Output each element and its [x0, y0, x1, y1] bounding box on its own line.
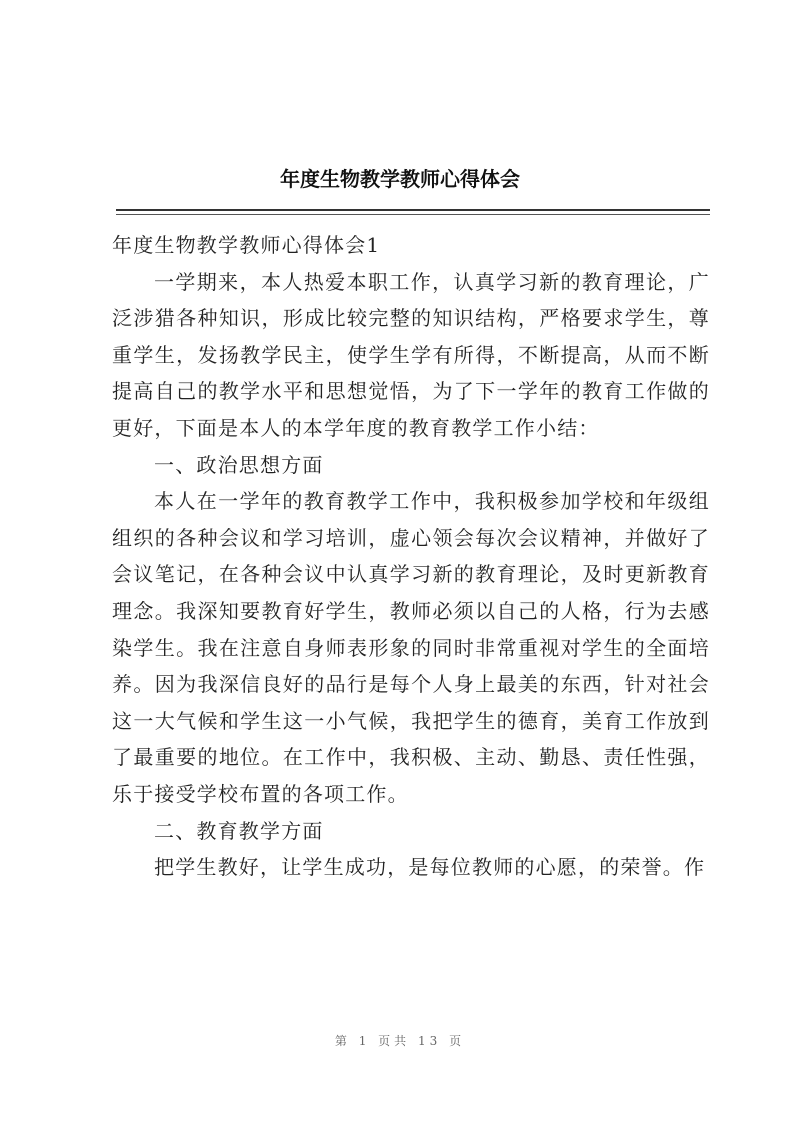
title-underline-thick: [116, 209, 710, 211]
document-title: 年度生物教学教师心得体会: [280, 167, 520, 191]
title-underline-thin: [116, 214, 710, 215]
paragraph-intro: 一学期来，本人热爱本职工作，认真学习新的教育理论，广泛涉猎各种知识，形成比较完整的知识结构，严格要求学生，尊重学生，发扬教学民主，使学生学有所得，不断提高，从而不断提高自己的教学水平和思想觉悟，为了下一学年的教育工作做的更好，下面是本人的本学年度的教育教学工作小结：: [112, 269, 710, 440]
paragraph-teaching: 把学生教好，让学生成功，是每位教师的心愿，的荣誉。作: [154, 855, 706, 880]
subheading-teaching: 二、教育教学方面: [154, 818, 324, 843]
section-heading: 年度生物教学教师心得体会1: [112, 233, 381, 257]
document-body: [112, 227, 710, 886]
subheading-political: 一、政治思想方面: [154, 452, 324, 477]
paragraph-political: 本人在一学年的教育教学工作中，我积极参加学校和年级组组织的各种会议和学习培训，虚心领会每次会议精神，并做好了会议笔记，在各种会议中认真学习新的教育理论，及时更新教育理念。我深知要教育好学生，教师必须以自己的人格，行为去感染学生。我在注意自身师表形象的同时非常重视对学生的全面培养。因为我深信良好的品行是每个人身上最美的东西，针对社会这一大气候和学生这一小气候，我把学生的德育，美育工作放到了最重要的地位。在工作中，我积极、主动、勤恳、责任性强，乐于接受学校布置的各项工作。: [112, 489, 710, 806]
page-footer: 第 1 页共 13 页: [334, 1034, 466, 1048]
